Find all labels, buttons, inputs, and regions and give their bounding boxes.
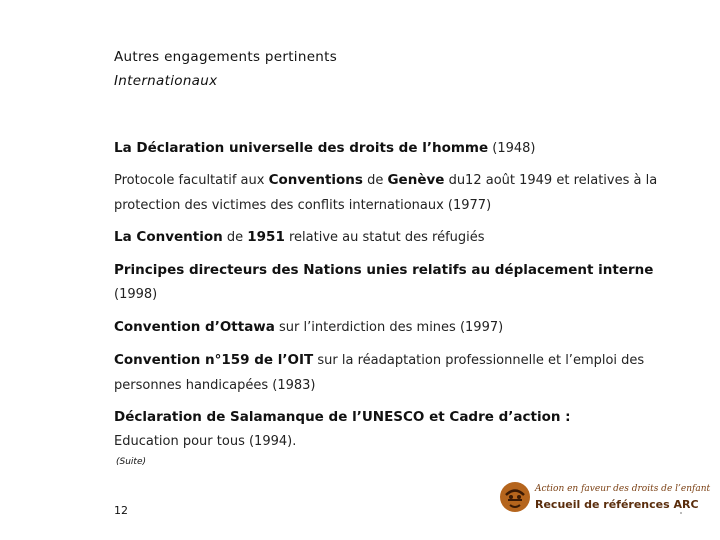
item-text: de	[222, 230, 248, 245]
list-item	[114, 258, 684, 307]
item-detail: (1948)	[488, 141, 536, 156]
item-text: relative au statut des réfugiés	[284, 230, 485, 245]
item-bold: Genève	[387, 172, 445, 188]
item-title: Déclaration de Salamanque de l’UNESCO et Cadre d’action :	[114, 409, 571, 425]
item-bold: La Convention	[114, 229, 223, 245]
list-item	[114, 225, 684, 250]
item-detail: sur l’interdiction des mines (1997)	[274, 320, 504, 335]
logo-tagline: Action en faveur des droits de l’enfant	[535, 484, 711, 494]
list-item	[114, 168, 684, 218]
item-detail: Education pour tous (1994).	[114, 434, 297, 449]
item-title: Principes directeurs des Nations unies relatifs au déplacement interne	[114, 262, 654, 278]
item-text: Protocole facultatif aux	[114, 173, 269, 188]
item-title: Convention n°159 de l’OIT	[114, 352, 314, 368]
section-title: Autres engagements pertinents	[114, 49, 338, 65]
arc-logo-icon	[499, 480, 531, 514]
continuation-note: (Suite)	[116, 457, 147, 467]
item-title: Convention d’Ottawa	[114, 319, 275, 335]
list-item	[114, 405, 684, 454]
item-text: du12 août 1949 et relatives à la protection des victimes des conflits internationaux (1977)	[114, 173, 658, 213]
list-item	[114, 136, 684, 161]
item-title: La Déclaration universelle des droits de l’homme	[114, 140, 489, 156]
item-bold: Conventions	[268, 172, 363, 188]
item-detail: sur la réadaptation professionnelle et l’emploi des personnes handicapées (1983)	[114, 353, 645, 393]
section-subtitle: Internationaux	[114, 73, 218, 89]
page-number: 12	[114, 504, 128, 517]
item-bold: 1951	[247, 229, 285, 245]
arc-logo	[499, 480, 711, 520]
item-detail: (1998)	[114, 287, 158, 302]
logo-title: Recueil de références ARC	[535, 498, 699, 511]
list-item	[114, 348, 684, 398]
decorative-dot	[680, 512, 682, 514]
item-text: de	[362, 173, 388, 188]
list-item	[114, 315, 684, 340]
